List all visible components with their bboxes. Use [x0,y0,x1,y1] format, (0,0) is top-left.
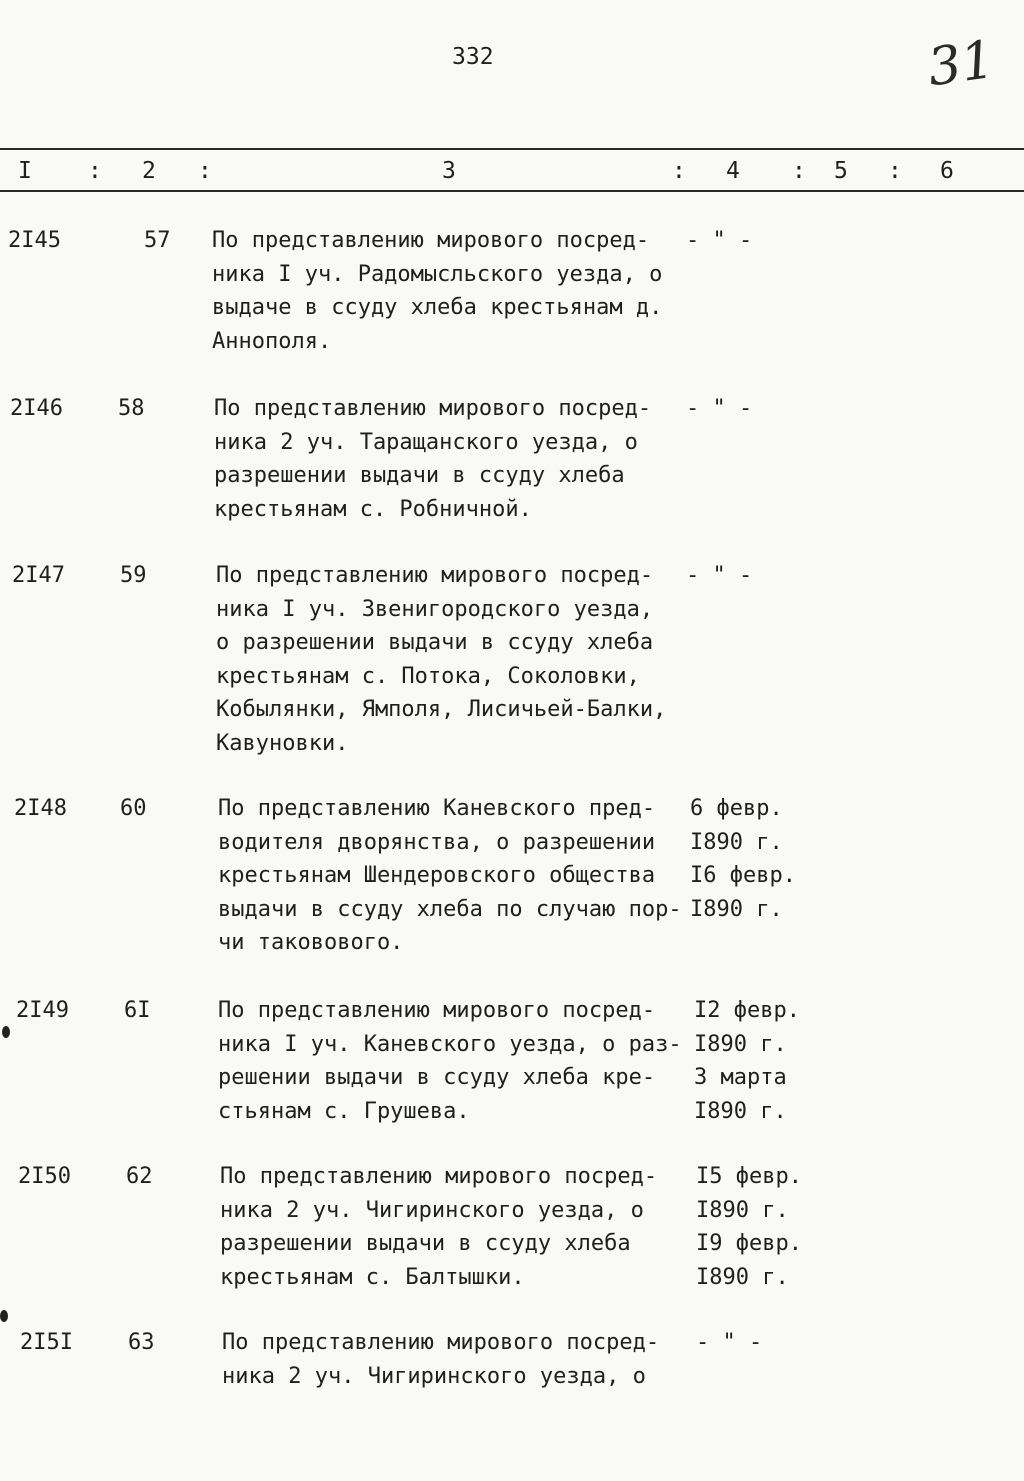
record-number: 2I47 [12,563,65,588]
sequence-number: 60 [120,796,147,821]
record-description: По представлению мирового посред- ника I уч. Каневского уезда, о раз- решении выдачи в ссуду хлеба кре- стьянам с. Грушева. [218,998,682,1124]
record-number: 2I46 [10,396,63,421]
record-description: По представлению Каневского пред- водителя дворянства, о разрешении крестьянам Шендеровского общества выдачи в ссуду хлеба по случаю пор- чи таковового. [218,796,682,955]
table-top-rule [0,148,1024,150]
column-separator: : [88,158,102,184]
column-separator: : [888,158,902,184]
column-header-5: 5 [834,158,848,184]
folio-handwritten: 31 [924,29,999,99]
record-description: По представлению мирового посред- ника I уч. Радомысльского уезда, о выдаче в ссуду хлеба крестьянам д. Аннополя. [212,228,663,354]
record-description: По представлению мирового посред- ника 2 уч. Чигиринского уезда, о разрешении выдачи в ссуду хлеба крестьянам с. Балтышки. [220,1164,658,1290]
ink-mark [2,1026,10,1038]
record-dates: - " - [686,396,753,421]
record-dates: I5 февр. I890 г. I9 февр. I890 г. [696,1164,802,1290]
record-description: По представлению мирового посред- ника I уч. Звенигородского уезда, о разрешении выдачи в ссуду хлеба крестьянам с. Потока, Соколовки, Кобылянки, Ямполя, Лисичьей-Балки, Кавуновки. [216,563,667,756]
record-description: По представлению мирового посред- ника 2 уч. Таращанского уезда, о разрешении выдачи в ссуду хлеба крестьянам с. Робничной. [214,396,652,522]
sequence-number: 62 [126,1164,153,1189]
record-dates: I2 февр. I890 г. 3 марта I890 г. [694,998,800,1124]
ink-mark [0,1310,8,1322]
sequence-number: 58 [118,396,145,421]
sequence-number: 59 [120,563,147,588]
column-header-2: 2 [142,158,156,184]
record-description: По представлению мирового посред- ника 2 уч. Чигиринского уезда, о [222,1330,660,1389]
record-dates: - " - [696,1330,763,1355]
column-header-3: 3 [442,158,456,184]
table-header-rule [0,190,1024,192]
record-number: 2I5I [20,1330,73,1355]
sequence-number: 6I [124,998,151,1023]
record-dates: 6 февр. I890 г. I6 февр. I890 г. [690,796,796,922]
record-number: 2I48 [14,796,67,821]
column-separator: : [198,158,212,184]
sequence-number: 63 [128,1330,155,1355]
column-header-6: 6 [940,158,954,184]
column-header-1: I [18,158,32,184]
record-number: 2I45 [8,228,61,253]
record-number: 2I49 [16,998,69,1023]
page-number: 332 [452,44,494,70]
record-dates: - " - [686,563,753,588]
column-separator: : [792,158,806,184]
column-separator: : [672,158,686,184]
record-dates: - " - [686,228,753,253]
column-header-4: 4 [726,158,740,184]
record-number: 2I50 [18,1164,71,1189]
sequence-number: 57 [144,228,171,253]
